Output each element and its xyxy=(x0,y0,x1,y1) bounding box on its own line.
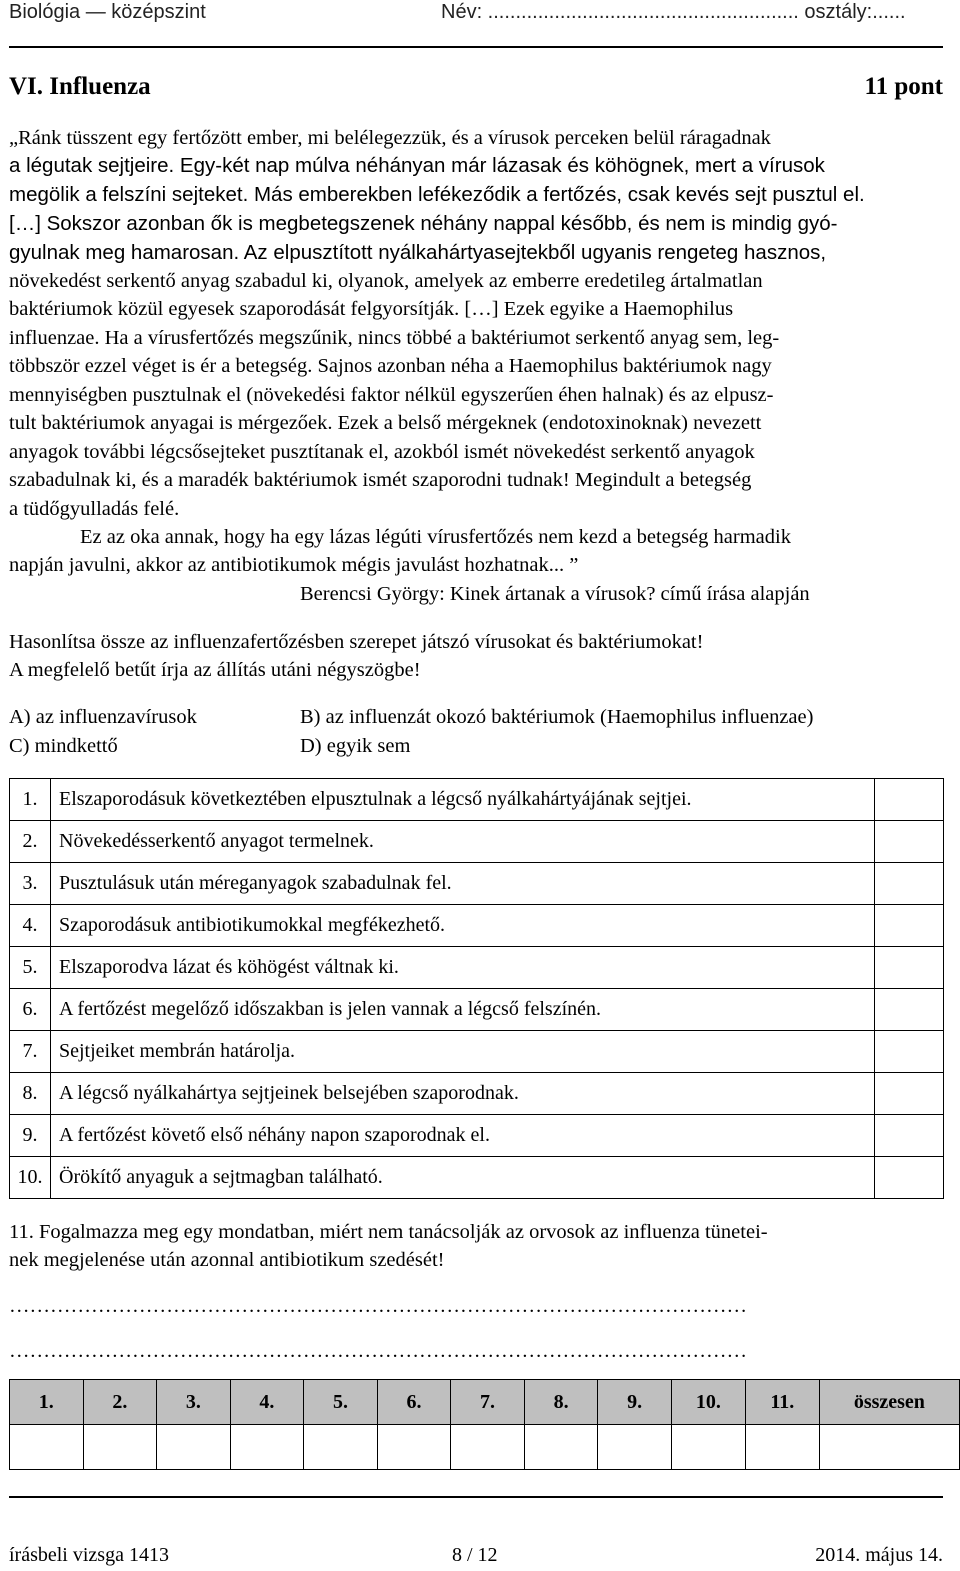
answer-box[interactable] xyxy=(875,905,944,947)
score-table xyxy=(9,1379,960,1470)
option-d: D) egyik sem xyxy=(300,735,411,757)
statement-text: Örökítő anyaguk a sejtmagban található. xyxy=(51,1157,875,1199)
score-entry-cell[interactable] xyxy=(157,1425,231,1470)
score-entry-cell[interactable] xyxy=(451,1425,525,1470)
statement-text: A fertőzést követő első néhány napon szaporodnak el. xyxy=(51,1115,875,1157)
score-header-cell: 7. xyxy=(451,1380,525,1425)
statement-row xyxy=(10,821,944,863)
passage-line: szabadulnak ki, és a maradék baktériumok ismét szaporodni tudnak! Megindult a betegség xyxy=(9,469,752,491)
statement-number: 8. xyxy=(10,1073,51,1115)
footer-date: 2014. május 14. xyxy=(815,1544,943,1566)
score-entry-cell[interactable] xyxy=(819,1425,959,1470)
section-title: VI. Influenza xyxy=(9,73,151,100)
passage-line: baktériumok közül egyesek szaporodását felgyorsítják. […] Ezek egyike a Haemophilus xyxy=(9,298,734,320)
statement-text: Elszaporodásuk következtében elpusztulnak a légcső nyálkahártyájának sejtjei. xyxy=(51,779,875,821)
statement-number: 9. xyxy=(10,1115,51,1157)
passage-line: a légutak sejtjeire. Egy-két nap múlva néhányan már lázasak és köhögnek, mert a vírusok xyxy=(9,154,825,177)
passage-para2-line: napján javulni, akkor az antibiotikumok mégis javulást hozhatnak... ” xyxy=(9,554,579,576)
option-b: B) az influenzát okozó baktériumok (Haemophilus influenzae) xyxy=(300,706,814,728)
answer-dots-line[interactable]: ……………………………………………………………………………………………… xyxy=(9,1340,747,1362)
passage-line: „Ránk tüsszent egy fertőzött ember, mi belélegezzük, és a vírusok perceken belül ráragadnak xyxy=(9,127,771,149)
answer-box[interactable] xyxy=(875,779,944,821)
answer-box[interactable] xyxy=(875,947,944,989)
score-entry-cell[interactable] xyxy=(230,1425,304,1470)
statement-text: Szaporodásuk antibiotikumokkal megfékezhető. xyxy=(51,905,875,947)
statement-number: 2. xyxy=(10,821,51,863)
statement-row xyxy=(10,1115,944,1157)
passage-line: a tüdőgyulladás felé. xyxy=(9,498,180,520)
passage-line: gyulnak meg hamarosan. Az elpusztított nyálkahártyasejtekből ugyanis rengeteg hasznos, xyxy=(9,241,827,264)
footer-page-number: 8 / 12 xyxy=(452,1544,498,1566)
statement-number: 3. xyxy=(10,863,51,905)
score-header-cell: 8. xyxy=(524,1380,598,1425)
statement-number: 7. xyxy=(10,1031,51,1073)
statement-row xyxy=(10,863,944,905)
statement-text: Pusztulásuk után méreganyagok szabadulnak fel. xyxy=(51,863,875,905)
statement-row xyxy=(10,989,944,1031)
header-rule xyxy=(9,46,943,48)
statement-number: 6. xyxy=(10,989,51,1031)
statement-number: 4. xyxy=(10,905,51,947)
score-entry-cell[interactable] xyxy=(304,1425,378,1470)
passage-line: megölik a felszíni sejteket. Más emberekben lefékeződik a fertőzés, csak kevés sejt pusztul el. xyxy=(9,183,865,206)
score-header-cell: 11. xyxy=(745,1380,819,1425)
statement-number: 10. xyxy=(10,1157,51,1199)
answer-box[interactable] xyxy=(875,821,944,863)
statements-table xyxy=(9,778,944,1199)
statement-text: Növekedésserkentő anyagot termelnek. xyxy=(51,821,875,863)
score-entry-cell[interactable] xyxy=(671,1425,745,1470)
score-entry-cell[interactable] xyxy=(83,1425,157,1470)
question-11-line: 11. Fogalmazza meg egy mondatban, miért nem tanácsolják az orvosok az influenza tünetei- xyxy=(9,1221,768,1243)
passage-line: tult baktériumok anyagai is mérgezőek. Ezek a belső mérgeknek (endotoxinoknak) nevezett xyxy=(9,412,762,434)
passage-source: Berencsi György: Kinek ártanak a vírusok? című írása alapján xyxy=(300,583,810,605)
score-header-cell: 4. xyxy=(230,1380,304,1425)
answer-box[interactable] xyxy=(875,1157,944,1199)
header-name-class-field: Név: ........................................................ osztály:...... xyxy=(441,1,906,23)
score-entry-cell[interactable] xyxy=(598,1425,672,1470)
score-header-cell: 3. xyxy=(157,1380,231,1425)
question-11-line: nek megjelenése után azonnal antibiotikum szedését! xyxy=(9,1249,445,1271)
score-header-cell: 2. xyxy=(83,1380,157,1425)
statement-text: Elszaporodva lázat és köhögést váltnak ki. xyxy=(51,947,875,989)
instruction-line: Hasonlítsa össze az influenzafertőzésben szerepet játszó vírusokat és baktériumokat! xyxy=(9,631,704,653)
passage-line: növekedést serkentő anyag szabadul ki, olyanok, amelyek az emberre eredetileg ártalmatlan xyxy=(9,270,763,292)
passage-para2-line: Ez az oka annak, hogy ha egy lázas légúti vírusfertőzés nem kezd a betegség harmadik xyxy=(80,526,791,548)
statement-row xyxy=(10,947,944,989)
score-header-cell: 1. xyxy=(10,1380,84,1425)
statement-row xyxy=(10,779,944,821)
passage-line: […] Sokszor azonban ők is megbetegszenek néhány nappal később, és nem is mindig gyó- xyxy=(9,212,838,235)
score-entry-cell[interactable] xyxy=(377,1425,451,1470)
score-entry-cell[interactable] xyxy=(10,1425,84,1470)
score-header-cell: összesen xyxy=(819,1380,959,1425)
answer-box[interactable] xyxy=(875,989,944,1031)
passage-line: influenzae. Ha a vírusfertőzés megszűnik, nincs többé a baktériumot serkentő anyag sem, leg- xyxy=(9,327,780,349)
header-subject: Biológia — középszint xyxy=(9,1,206,23)
answer-box[interactable] xyxy=(875,863,944,905)
option-c: C) mindkettő xyxy=(9,735,118,757)
score-entry-cell[interactable] xyxy=(745,1425,819,1470)
statement-row xyxy=(10,1157,944,1199)
score-header-cell: 6. xyxy=(377,1380,451,1425)
statement-row xyxy=(10,1073,944,1115)
statement-row xyxy=(10,905,944,947)
option-a: A) az influenzavírusok xyxy=(9,706,197,728)
statement-number: 1. xyxy=(10,779,51,821)
footer-rule xyxy=(9,1496,943,1498)
statement-number: 5. xyxy=(10,947,51,989)
answer-dots-line[interactable]: ……………………………………………………………………………………………… xyxy=(9,1295,747,1317)
statement-text: A légcső nyálkahártya sejtjeinek belsejében szaporodnak. xyxy=(51,1073,875,1115)
score-entry-cell[interactable] xyxy=(524,1425,598,1470)
passage-line: többször ezzel véget is ér a betegség. Sajnos azonban néha a Haemophilus baktériumok nagy xyxy=(9,355,772,377)
passage-line: anyagok további légcsősejteket pusztítanak el, azokból ismét növekedést serkentő anyagok xyxy=(9,441,755,463)
answer-box[interactable] xyxy=(875,1031,944,1073)
score-header-cell: 9. xyxy=(598,1380,672,1425)
statement-text: A fertőzést megelőző időszakban is jelen vannak a légcső felszínén. xyxy=(51,989,875,1031)
statement-text: Sejtjeiket membrán határolja. xyxy=(51,1031,875,1073)
statement-row xyxy=(10,1031,944,1073)
passage-line: mennyiségben pusztulnak el (növekedési faktor nélkül egyszerűen éhen halnak) és az elpusz- xyxy=(9,384,774,406)
footer-exam-code: írásbeli vizsga 1413 xyxy=(9,1544,169,1566)
instruction-line: A megfelelő betűt írja az állítás utáni négyszögbe! xyxy=(9,659,421,681)
section-points: 11 pont xyxy=(864,73,943,100)
score-header-cell: 10. xyxy=(671,1380,745,1425)
answer-box[interactable] xyxy=(875,1115,944,1157)
answer-box[interactable] xyxy=(875,1073,944,1115)
score-header-cell: 5. xyxy=(304,1380,378,1425)
